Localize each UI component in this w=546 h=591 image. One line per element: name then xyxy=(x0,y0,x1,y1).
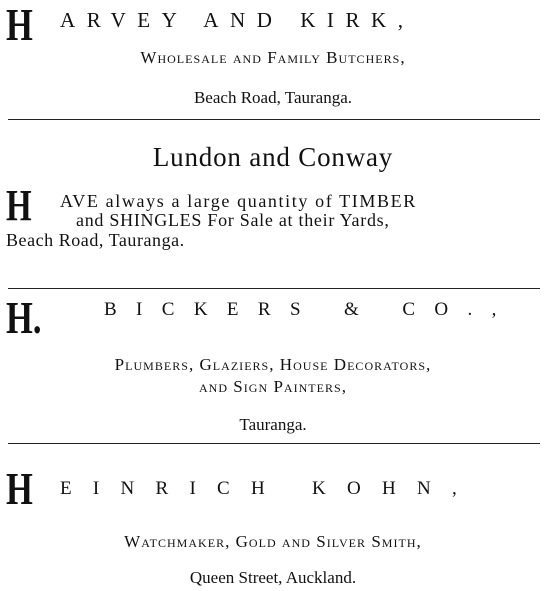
ad-bickers-and-co xyxy=(0,289,546,441)
drop-cap-initial: H. xyxy=(6,292,42,343)
business-address: Tauranga. xyxy=(239,415,307,434)
business-address: Queen Street, Auckland. xyxy=(189,568,357,587)
business-address: Beach Road, Tauranga. xyxy=(193,88,353,107)
drop-cap-initial: H xyxy=(6,463,33,514)
ad-body-line-1: AVE always a large quantity of TIMBER xyxy=(60,191,417,211)
ad-body-line-2: and SHINGLES For Sale at their Yards, xyxy=(76,210,390,230)
business-trade: Wholesale and Family Butchers, xyxy=(140,48,406,67)
business-trade-line-1: Plumbers, Glaziers, House Decorators, xyxy=(114,355,432,374)
ad-body-line-3: Beach Road, Tauranga. xyxy=(6,230,185,250)
ad-title: Lundon and Conway xyxy=(152,142,394,172)
business-trade-line-2: and Sign Painters, xyxy=(198,377,347,396)
business-name: ARVEY AND KIRK, xyxy=(60,8,415,32)
ad-heinrich-kohn xyxy=(0,444,546,591)
ad-lundon-and-conway xyxy=(0,120,546,288)
drop-cap-initial: H xyxy=(6,181,32,230)
ad-harvey-and-kirk xyxy=(0,0,546,118)
business-name: EINRICH KOHN, xyxy=(60,478,479,499)
drop-cap-initial: H xyxy=(6,0,33,50)
business-trade: Watchmaker, Gold and Silver Smith, xyxy=(124,532,422,551)
business-name: BICKERS & CO., xyxy=(104,299,516,320)
